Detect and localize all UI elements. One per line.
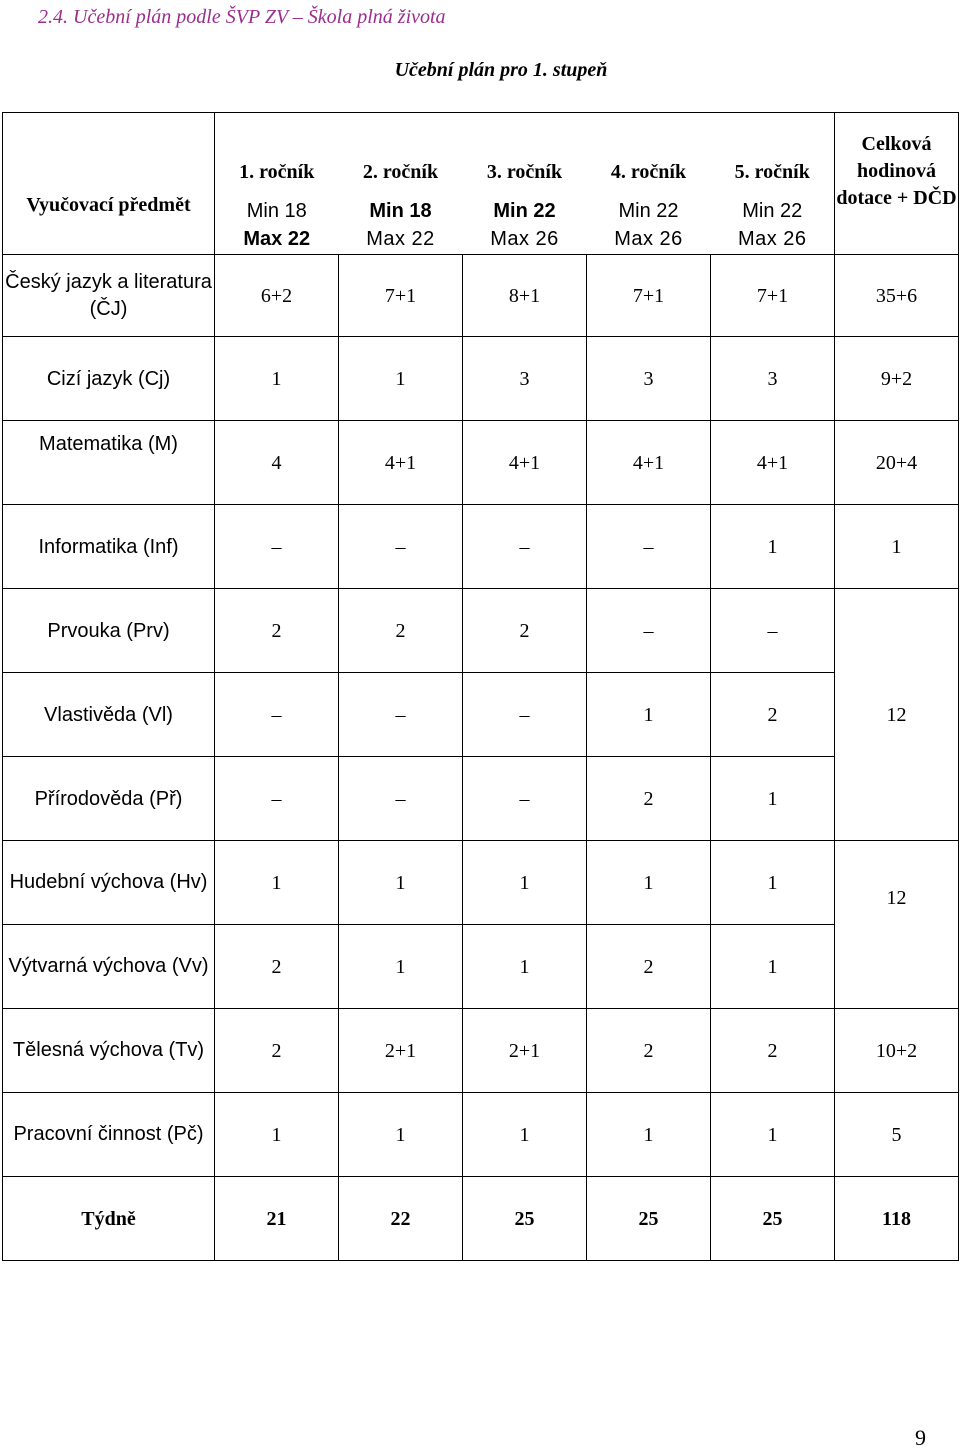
value-cell: –: [711, 589, 835, 673]
max-value-2: Max 22: [366, 228, 435, 251]
value-cell: 1: [215, 1093, 339, 1177]
total-cell: 20+4: [835, 421, 959, 505]
grade-header-4: 4. ročník: [587, 113, 711, 197]
value-cell: 1: [711, 757, 835, 841]
subject-cell: Informatika (Inf): [3, 505, 215, 589]
value-cell: 1: [339, 841, 463, 925]
value-cell: –: [339, 673, 463, 757]
subject-cell: Tělesná výchova (Tv): [3, 1009, 215, 1093]
table-row: [3, 1009, 959, 1093]
page-number: 9: [915, 1425, 926, 1450]
total-cell: 1: [835, 505, 959, 589]
value-cell: 2+1: [339, 1009, 463, 1093]
table-row: [3, 925, 959, 1009]
value-cell: 4: [215, 421, 339, 505]
table-row: [3, 673, 959, 757]
value-cell: –: [463, 757, 587, 841]
value-cell: –: [215, 757, 339, 841]
value-cell: 1: [463, 1093, 587, 1177]
table-row: [3, 757, 959, 841]
minmax-grade-4: [587, 197, 711, 255]
subject-cell: Vlastivěda (Vl): [3, 673, 215, 757]
value-cell: 1: [711, 505, 835, 589]
grade-header-1: 1. ročník: [215, 113, 339, 197]
week-value: 21: [215, 1177, 339, 1261]
value-cell: –: [587, 505, 711, 589]
value-cell: 6+2: [215, 255, 339, 337]
min-value-3: Min 22: [493, 200, 556, 223]
value-cell: 1: [215, 841, 339, 925]
value-cell: 1: [339, 337, 463, 421]
value-cell: 2: [463, 589, 587, 673]
value-cell: 3: [711, 337, 835, 421]
week-label: Týdně: [3, 1177, 215, 1261]
subject-cell: Výtvarná výchova (Vv): [3, 925, 215, 1009]
value-cell: 3: [587, 337, 711, 421]
value-cell: 1: [339, 925, 463, 1009]
value-cell: 1: [711, 841, 835, 925]
section-heading: 2.4. Učební plán podle ŠVP ZV – Škola plná života: [38, 6, 446, 28]
table-row: [3, 1093, 959, 1177]
value-cell: –: [463, 505, 587, 589]
max-value-5: Max 26: [737, 228, 807, 251]
minmax-grade-1: [215, 197, 339, 255]
value-cell: 2: [215, 1009, 339, 1093]
value-cell: 1: [463, 841, 587, 925]
value-cell: –: [215, 673, 339, 757]
week-value: 25: [711, 1177, 835, 1261]
subject-header: Vyučovací předmět: [3, 113, 215, 255]
value-cell: –: [339, 757, 463, 841]
table-subheading: Učební plán pro 1. stupeň: [394, 59, 608, 81]
value-cell: –: [339, 505, 463, 589]
table-row: [3, 505, 959, 589]
total-cell: 35+6: [835, 255, 959, 337]
minmax-grade-2: [339, 197, 463, 255]
week-total: 118: [835, 1177, 959, 1261]
week-value: 25: [463, 1177, 587, 1261]
value-cell: 1: [463, 925, 587, 1009]
value-cell: 2+1: [463, 1009, 587, 1093]
subject-cell: Matematika (M): [3, 421, 215, 505]
header-row-grades: [3, 113, 959, 197]
value-cell: 2: [587, 925, 711, 1009]
table-row: [3, 841, 959, 925]
value-cell: 2: [339, 589, 463, 673]
max-value-1: Max 22: [243, 228, 311, 251]
value-cell: 2: [711, 1009, 835, 1093]
total-cell: 10+2: [835, 1009, 959, 1093]
value-cell: –: [463, 673, 587, 757]
min-value-2: Min 18: [369, 200, 432, 223]
week-value: 22: [339, 1177, 463, 1261]
value-cell: 4+1: [339, 421, 463, 505]
value-cell: 1: [339, 1093, 463, 1177]
table-row: [3, 255, 959, 337]
min-value-1: Min 18: [246, 200, 307, 223]
min-value-4: Min 22: [618, 200, 679, 223]
grade-header-3: 3. ročník: [463, 113, 587, 197]
total-header: Celková hodinová dotace + DČD: [835, 113, 959, 255]
table-row: [3, 421, 959, 505]
value-cell: 4+1: [587, 421, 711, 505]
value-cell: 1: [587, 1093, 711, 1177]
value-cell: 1: [587, 841, 711, 925]
grade-header-2: 2. ročník: [339, 113, 463, 197]
value-cell: 2: [587, 757, 711, 841]
value-cell: 2: [215, 589, 339, 673]
table-row: [3, 337, 959, 421]
value-cell: 3: [463, 337, 587, 421]
value-cell: –: [215, 505, 339, 589]
minmax-grade-3: [463, 197, 587, 255]
subject-cell: Přírodověda (Př): [3, 757, 215, 841]
week-value: 25: [587, 1177, 711, 1261]
value-cell: 1: [711, 1093, 835, 1177]
subject-cell: Prvouka (Prv): [3, 589, 215, 673]
subject-cell: Český jazyk a literatura (ČJ): [3, 255, 215, 337]
grade-header-5: 5. ročník: [711, 113, 835, 197]
max-value-3: Max 26: [490, 228, 559, 251]
value-cell: 7+1: [587, 255, 711, 337]
value-cell: 2: [711, 673, 835, 757]
minmax-grade-5: [711, 197, 835, 255]
value-cell: 1: [215, 337, 339, 421]
min-value-5: Min 22: [742, 200, 803, 223]
subject-cell: Pracovní činnost (Pč): [3, 1093, 215, 1177]
value-cell: 7+1: [339, 255, 463, 337]
total-cell: 12: [835, 841, 959, 1009]
total-cell: 5: [835, 1093, 959, 1177]
value-cell: 1: [711, 925, 835, 1009]
subject-cell: Cizí jazyk (Cj): [3, 337, 215, 421]
value-cell: 7+1: [711, 255, 835, 337]
subject-cell: Hudební výchova (Hv): [3, 841, 215, 925]
week-total-row: [3, 1177, 959, 1261]
curriculum-table: [2, 112, 959, 1261]
value-cell: 2: [587, 1009, 711, 1093]
value-cell: 4+1: [711, 421, 835, 505]
value-cell: 4+1: [463, 421, 587, 505]
value-cell: 8+1: [463, 255, 587, 337]
value-cell: 2: [215, 925, 339, 1009]
table-row: [3, 589, 959, 673]
value-cell: 1: [587, 673, 711, 757]
total-cell: 12: [835, 589, 959, 841]
total-cell: 9+2: [835, 337, 959, 421]
value-cell: –: [587, 589, 711, 673]
max-value-4: Max 26: [614, 228, 683, 251]
